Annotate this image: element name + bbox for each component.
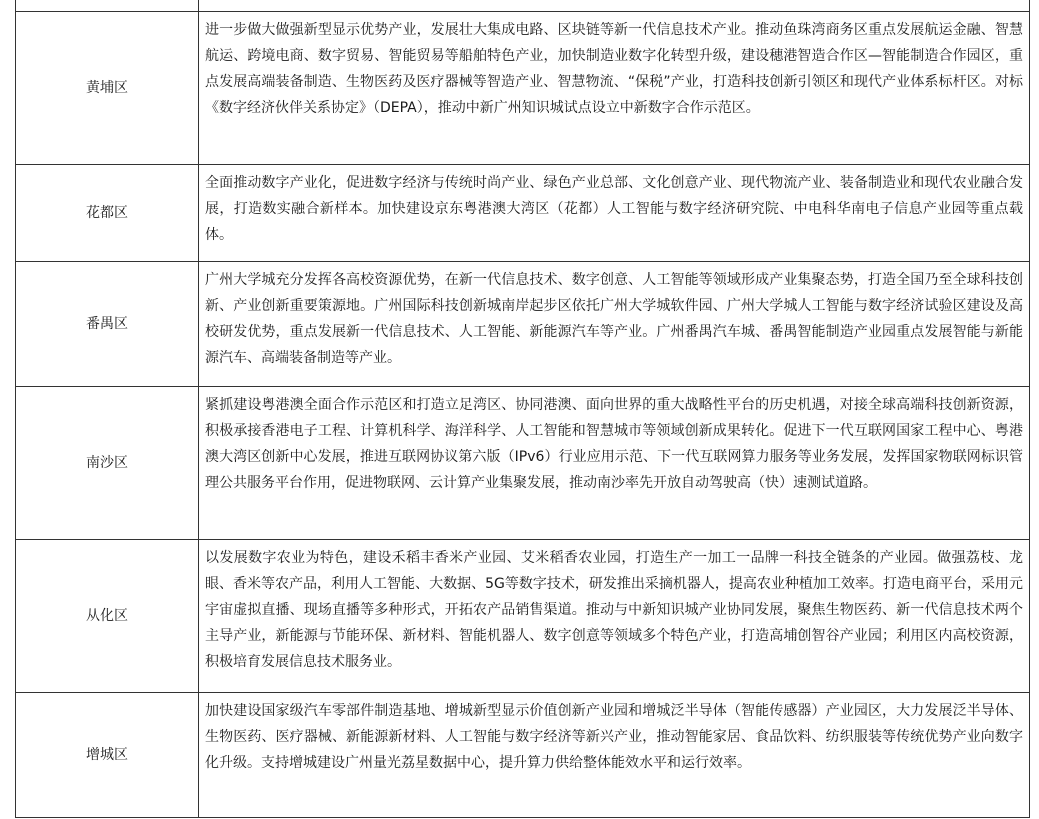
district-description-cell: 广州大学城充分发挥各高校资源优势，在新一代信息技术、数字创意、人工智能等领域形成产业集聚态势，打造全国乃至全球科技创新、产业创新重要策源地。广州国际科技创新城南岸起步区依托广州大学城软件园、广州大学城人工智能与数字经济试验区建设及高校研发优势，重点发展新一代信息技术、人工智能、新能源汽车等产业。广州番禺汽车城、番禺智能制造产业园重点发展智能与新能源汽车、高端装备制造等产业。 — [199, 262, 1030, 387]
district-description-cell: 紧抓建设粤港澳全面合作示范区和打造立足湾区、协同港澳、面向世界的重大战略性平台的历史机遇，对接全球高端科技创新资源，积极承接香港电子工程、计算机科学、海洋科学、人工智能和智慧城市等领域创新成果转化。促进下一代互联网国家工程中心、粤港澳大湾区创新中心发展，推进互联网协议第六版（IPv6）行业应用示范、下一代互联网算力服务等业务发展，发挥国家物联网标识管理公共服务平台作用，促进物联网、云计算产业集聚发展，推动南沙率先开放自动驾驶高（快）速测试道路。 — [199, 387, 1030, 540]
district-description-cell: 进一步做大做强新型显示优势产业，发展壮大集成电路、区块链等新一代信息技术产业。推动鱼珠湾商务区重点发展航运金融、智慧航运、跨境电商、数字贸易、智能贸易等船舶特色产业，加快制造业数字化转型升级，建设穗港智造合作区—智能制造合作园区，重点发展高端装备制造、生物医药及医疗器械等智造产业、智慧物流、“保税”产业，打造科技创新引领区和现代产业体系标杆区。对标《数字经济伙伴关系协定》（DEPA），推动中新广州知识城试点设立中新数字合作示范区。 — [199, 12, 1030, 165]
description-cell-partial — [199, 0, 1030, 12]
district-name-cell: 从化区 — [16, 540, 199, 693]
table-row — [16, 262, 1030, 387]
district-description-cell: 全面推动数字产业化，促进数字经济与传统时尚产业、绿色产业总部、文化创意产业、现代物流产业、装备制造业和现代农业融合发展，打造数实融合新样本。加快建设京东粤港澳大湾区（花都）人工智能与数字经济研究院、中电科华南电子信息产业园等重点载体。 — [199, 165, 1030, 262]
table-row — [16, 387, 1030, 540]
district-name-cell: 黄埔区 — [16, 12, 199, 165]
table-row — [16, 12, 1030, 165]
district-name-cell: 番禺区 — [16, 262, 199, 387]
district-description-cell: 加快建设国家级汽车零部件制造基地、增城新型显示价值创新产业园和增城泛半导体（智能传感器）产业园区，大力发展泛半导体、生物医药、医疗器械、新能源新材料、人工智能与数字经济等新兴产业，推动智能家居、食品饮料、纺织服装等传统优势产业向数字化升级。支持增城建设广州量光荔星数据中心，提升算力供给整体能效水平和运行效率。 — [199, 693, 1030, 818]
table-row-top-partial — [16, 0, 1030, 12]
district-name-cell: 增城区 — [16, 693, 199, 818]
table-row — [16, 540, 1030, 693]
district-name-cell: 南沙区 — [16, 387, 199, 540]
district-industry-table — [15, 0, 1030, 818]
district-cell-partial — [16, 0, 199, 12]
district-name-cell: 花都区 — [16, 165, 199, 262]
table-row — [16, 693, 1030, 818]
table-row — [16, 165, 1030, 262]
district-description-cell: 以发展数字农业为特色，建设禾稻丰香米产业园、艾米稻香农业园，打造生产一加工一品牌一科技全链条的产业园。做强荔枝、龙眼、香米等农产品，利用人工智能、大数据、5G等数字技术，研发推出采摘机器人，提高农业种植加工效率。打造电商平台，采用元宇宙虚拟直播、现场直播等多种形式，开拓农产品销售渠道。推动与中新知识城产业协同发展，聚焦生物医药、新一代信息技术两个主导产业，新能源与节能环保、新材料、智能机器人、数字创意等领域多个特色产业，打造高埔创智谷产业园；利用区内高校资源，积极培育发展信息技术服务业。 — [199, 540, 1030, 693]
